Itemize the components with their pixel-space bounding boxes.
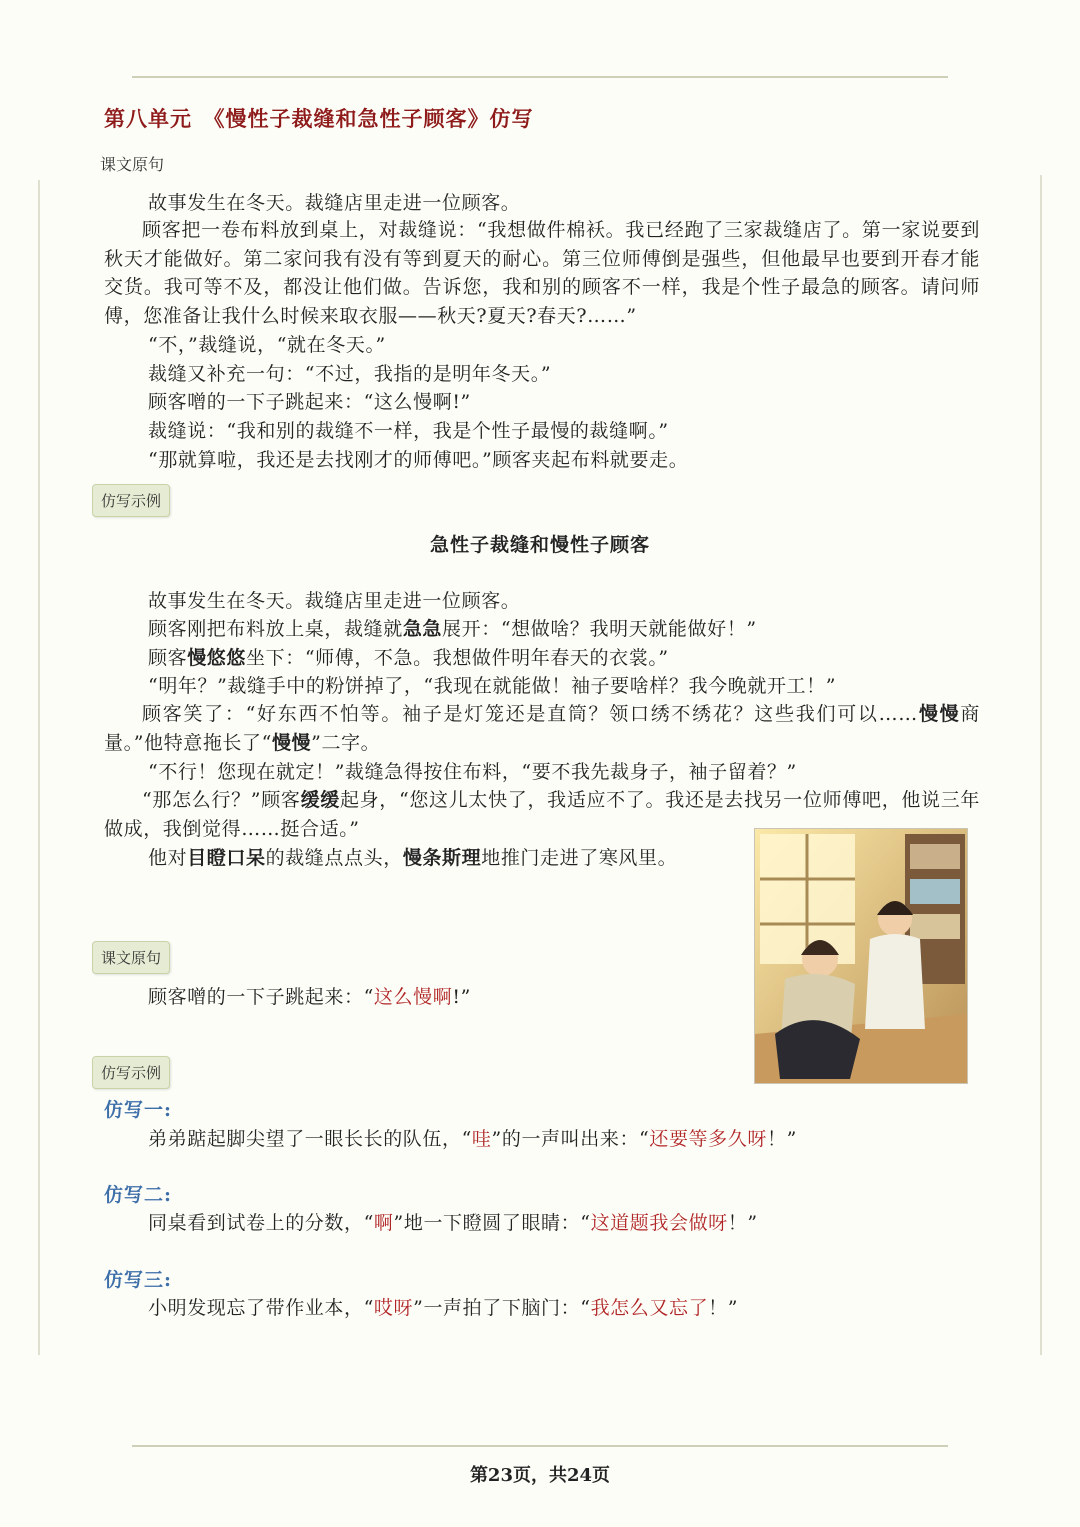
highlight-text: 这道题我会做呀 bbox=[590, 1212, 728, 1234]
original-paragraph: 裁缝又补充一句：“不过，我指的是明年冬天。” bbox=[148, 363, 552, 385]
example-sentence: 同桌看到试卷上的分数，“啊”地一下瞪圆了眼睛：“这道题我会做呀！” bbox=[148, 1212, 758, 1234]
emphasis-word: 缓缓 bbox=[300, 789, 340, 811]
original-paragraph: “那就算啦，我还是去找刚才的师傅吧。”顾客夹起布料就要走。 bbox=[148, 449, 689, 471]
emphasis-word: 慢慢 bbox=[271, 731, 312, 754]
story-paragraph: 顾客笑了：“好东西不怕等。袖子是灯笼还是直筒？领口绣不绣花？这些我们可以……慢慢商量。”他特意拖长了“慢慢”二字。 bbox=[104, 703, 980, 754]
example-title: 仿写一: bbox=[104, 1099, 173, 1121]
emphasis-word: 慢悠悠 bbox=[187, 647, 247, 669]
original-paragraph: 顾客噌的一下子跳起来：“这么慢啊!” bbox=[148, 391, 471, 413]
original-sentence: 顾客噌的一下子跳起来：“这么慢啊!” bbox=[148, 986, 471, 1008]
original-paragraph: “不，”裁缝说，“就在冬天。” bbox=[148, 334, 386, 356]
label-example-tag: 仿写示例 bbox=[92, 484, 170, 517]
story-title: 急性子裁缝和慢性子顾客 bbox=[429, 534, 650, 556]
original-paragraph: 裁缝说：“我和别的裁缝不一样，我是个性子最慢的裁缝啊。” bbox=[148, 420, 669, 442]
story-line: “明年？”裁缝手中的粉饼掉了，“我现在就能做！袖子要啥样？我今晚就开工！” bbox=[148, 675, 837, 697]
example-title: 仿写二: bbox=[104, 1184, 173, 1206]
emphasis-word: 慢条斯理 bbox=[402, 847, 482, 869]
highlight-text: 啊 bbox=[373, 1212, 394, 1234]
original-paragraph: 故事发生在冬天。裁缝店里走进一位顾客。 bbox=[148, 192, 521, 214]
example-title: 仿写三: bbox=[104, 1269, 173, 1291]
story-line: 顾客刚把布料放上桌，裁缝就急急展开：“想做啥？我明天就能做好！” bbox=[148, 618, 757, 640]
unit-title: 第八单元 《慢性子裁缝和急性子顾客》仿写 bbox=[104, 106, 534, 131]
highlight-text: 还要等多久呀 bbox=[649, 1128, 767, 1150]
emphasis-word: 慢慢 bbox=[917, 703, 961, 725]
story-line: 他对目瞪口呆的裁缝点点头，慢条斯理地推门走进了寒风里。 bbox=[148, 847, 678, 869]
emphasis-word: 急急 bbox=[402, 618, 443, 640]
left-border bbox=[38, 180, 40, 1355]
example-sentence: 小明发现忘了带作业本，“哎呀”一声拍了下脑门：“我怎么又忘了！” bbox=[148, 1297, 739, 1319]
emphasis-word: 目瞪口呆 bbox=[187, 847, 266, 869]
label-original-text: 课文原句 bbox=[100, 155, 165, 174]
example-sentence: 弟弟踮起脚尖望了一眼长长的队伍，“哇”的一声叫出来：“还要等多久呀！” bbox=[148, 1128, 797, 1150]
story-paragraph: “那怎么行？”顾客缓缓起身，“您这儿太快了，我适应不了。我还是去找另一位师傅吧，他说三年做成，我倒觉得……挺合适。” bbox=[104, 789, 981, 840]
original-paragraph: 顾客把一卷布料放到桌上，对裁缝说：“我想做件棉袄。我已经跑了三家裁缝店了。第一家说要到秋天才能做好。第二家问我有没有等到夏天的耐心。第三位师傅倒是强些，但他最早也要到开春才能交货。我可等不及，都没让他们做。告诉您，我和别的顾客不一样，我是个性子最急的顾客。请问师傅，您准备让我什么时候来取衣服——秋天?夏天?春天?……” bbox=[104, 219, 980, 327]
highlight-text: 哇 bbox=[471, 1128, 492, 1150]
story-line: 故事发生在冬天。裁缝店里走进一位顾客。 bbox=[148, 590, 521, 612]
highlight-text: 哎呀 bbox=[373, 1297, 414, 1319]
page-number: 第23页，共24页 bbox=[469, 1465, 611, 1486]
top-rule bbox=[132, 76, 948, 78]
label-original-tag: 课文原句 bbox=[92, 941, 170, 974]
label-example-tag: 仿写示例 bbox=[92, 1056, 170, 1089]
tailor-illustration bbox=[754, 828, 968, 1084]
highlight-text: 这么慢啊 bbox=[373, 986, 453, 1008]
highlight-text: 我怎么又忘了 bbox=[590, 1297, 709, 1319]
bottom-rule bbox=[132, 1445, 948, 1447]
right-border bbox=[1040, 175, 1042, 1355]
story-line: “不行！您现在就定！”裁缝急得按住布料，“要不我先裁身子，袖子留着？” bbox=[148, 761, 797, 783]
story-line: 顾客慢悠悠坐下：“师傅，不急。我想做件明年春天的衣裳。” bbox=[148, 647, 669, 669]
